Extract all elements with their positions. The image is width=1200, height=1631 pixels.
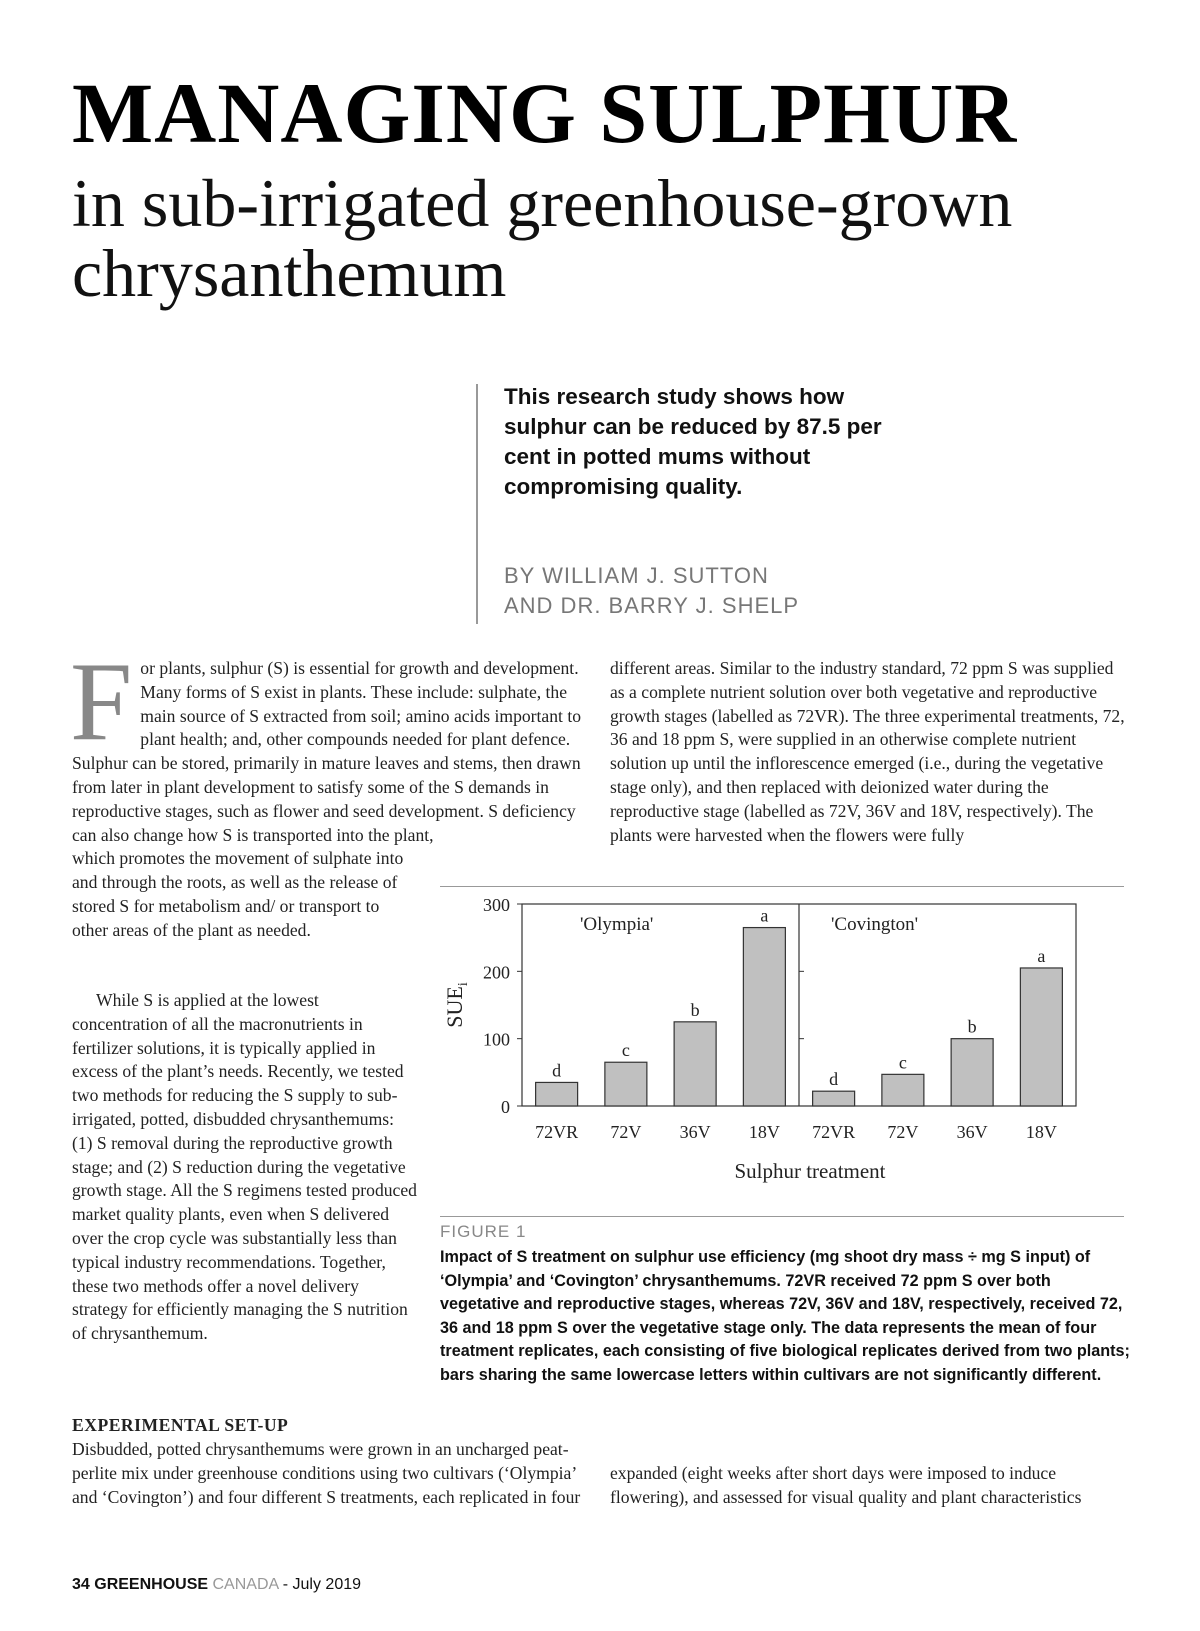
bar-0-0 bbox=[536, 1082, 578, 1106]
figure-chart bbox=[440, 886, 1124, 1216]
body-paragraph-3-right: expanded (eight weeks after short days were imposed to induce flowering), and assessed for visual quality and plant characteristics bbox=[610, 1463, 1082, 1507]
deck-divider bbox=[476, 384, 478, 624]
x-tick-label-1-0: 72VR bbox=[812, 1122, 856, 1142]
page-footer bbox=[72, 1576, 361, 1594]
y-tick-label-2: 200 bbox=[483, 962, 510, 983]
panel-title-1: 'Covington' bbox=[831, 914, 919, 935]
x-tick-label-1-1: 72V bbox=[887, 1122, 919, 1142]
bar-letter-0-1: c bbox=[621, 1040, 630, 1061]
issue-date: - July 2019 bbox=[282, 1576, 362, 1593]
brand-light: CANADA bbox=[212, 1576, 279, 1593]
body-paragraph-2: While S is applied at the lowest concentration of all the macronutrients in fertilizer solutions, it is typically applied in excess of the plant’s needs. Recently, we tested two methods for reducing the S supply to sub-irrigated, potted, disbudded chrysanthemums: (1) S removal during the reproductive growth stage; and (2) S reduction during the vegetative growth stage. All the S regimens tested produced market quality plants, even when S delivered over the crop cycle was substantially less than typical industry recommendations. Together, these two methods offer a novel delivery strategy for efficiently managing the S nutrition of chrysanthemum. bbox=[72, 990, 417, 1344]
byline-line-1: BY WILLIAM J. SUTTON bbox=[504, 563, 769, 588]
bar-1-0 bbox=[813, 1091, 855, 1106]
y-tick-label-3: 300 bbox=[483, 895, 510, 915]
x-tick-label-0-3: 18V bbox=[748, 1122, 780, 1142]
bar-1-2 bbox=[951, 1039, 993, 1106]
bar-0-1 bbox=[605, 1062, 647, 1106]
figure-caption: Impact of S treatment on sulphur use efficiency (mg shoot dry mass ÷ mg S input) of ‘Olympia’ and ‘Covington’ chrysanthemums. 72VR received 72 ppm S over both vegetative and reproductive stages, whereas 72V, 36V and 18V, respectively, received 72, 36 and 18 ppm S over the vegetative stage only. The data represents the mean of four treatment replicates, each consisting of five biological replicates derived from two plants; bars sharing the same lowercase letters within cultivars are not significantly different. bbox=[440, 1248, 1130, 1384]
headline: MANAGING SULPHUR bbox=[72, 65, 1018, 161]
bar-1-3 bbox=[1020, 968, 1062, 1106]
bar-letter-0-2: b bbox=[690, 999, 700, 1020]
sulphur-chart bbox=[440, 886, 1124, 1216]
y-tick-label-1: 100 bbox=[483, 1029, 510, 1050]
deck-text: This research study shows how sulphur can be reduced by 87.5 per cent in potted mums without compromising quality. bbox=[504, 384, 882, 499]
figure-bottom-rule bbox=[440, 1216, 1124, 1217]
bar-letter-0-3: a bbox=[760, 905, 769, 926]
body-paragraph-3-left: Disbudded, potted chrysanthemums were grown in an uncharged peat-perlite mix under greenhouse conditions using two cultivars (‘Olympia’ and ‘Covington’) and four different S treatments, each replicated in four bbox=[72, 1439, 581, 1507]
x-tick-label-0-0: 72VR bbox=[535, 1122, 579, 1142]
bar-letter-1-2: b bbox=[967, 1016, 977, 1037]
x-tick-label-1-3: 18V bbox=[1025, 1122, 1057, 1142]
panel-title-0: 'Olympia' bbox=[580, 914, 654, 935]
bar-letter-1-1: c bbox=[898, 1052, 907, 1073]
figure-label: FIGURE 1 bbox=[440, 1222, 527, 1241]
y-axis-label-sub: i bbox=[456, 982, 471, 987]
paragraph-1-continued: which promotes the movement of sulphate into and through the roots, as well as the release of stored S for metabolism and/ or transport to other areas of the plant as needed. bbox=[72, 848, 404, 940]
section-heading: EXPERIMENTAL SET-UP bbox=[72, 1415, 289, 1435]
bar-letter-1-3: a bbox=[1037, 945, 1046, 966]
y-axis-label bbox=[442, 982, 471, 1028]
subheadline: in sub-irrigated greenhouse-grown chrysanthemum bbox=[72, 165, 1013, 311]
body-paragraph-right: different areas. Similar to the industry standard, 72 ppm S was supplied as a complete nutrient solution over both vegetative and reproductive growth stages (labelled as 72VR). The three experimental treatments, 72, 36 and 18 ppm S, were supplied in an otherwise complete nutrient solution up until the inflorescence emerged (i.e., during the vegetative stage only), and then replaced with deionized water during the reproductive stage (labelled as 72V, 36V and 18V, respectively). The plants were harvested when the flowers were fully bbox=[610, 658, 1125, 845]
drop-cap: F bbox=[70, 640, 133, 764]
brand-bold: GREENHOUSE bbox=[94, 1576, 209, 1593]
byline-line-2: AND DR. BARRY J. SHELP bbox=[504, 593, 800, 618]
bar-1-1 bbox=[882, 1074, 924, 1106]
y-axis-label-main: SUE bbox=[442, 986, 467, 1028]
x-axis-label: Sulphur treatment bbox=[734, 1159, 886, 1183]
x-tick-label-0-2: 36V bbox=[679, 1122, 711, 1142]
x-tick-label-1-2: 36V bbox=[956, 1122, 988, 1142]
bar-0-3 bbox=[743, 928, 785, 1106]
bar-letter-0-0: d bbox=[552, 1060, 562, 1081]
x-tick-label-0-1: 72V bbox=[610, 1122, 642, 1142]
bar-letter-1-0: d bbox=[829, 1069, 839, 1090]
paragraph-1-text: or plants, sulphur (S) is essential for growth and development. Many forms of S exist in plants. These include: sulphate, the main source of S extracted from soil; amino acids important to plant health; and, other compounds needed for plant defence. Sulphur can be stored, primarily in mature leaves and stems, then drawn from later in plant development to satisfy some of the S demands in reproductive stages, such as flower and seed development. S deficiency can also change how S is transported into the plant, bbox=[72, 658, 582, 845]
page-number: 34 bbox=[72, 1576, 90, 1593]
byline bbox=[504, 561, 1004, 621]
bar-0-2 bbox=[674, 1022, 716, 1106]
y-tick-label-0: 0 bbox=[501, 1097, 510, 1117]
